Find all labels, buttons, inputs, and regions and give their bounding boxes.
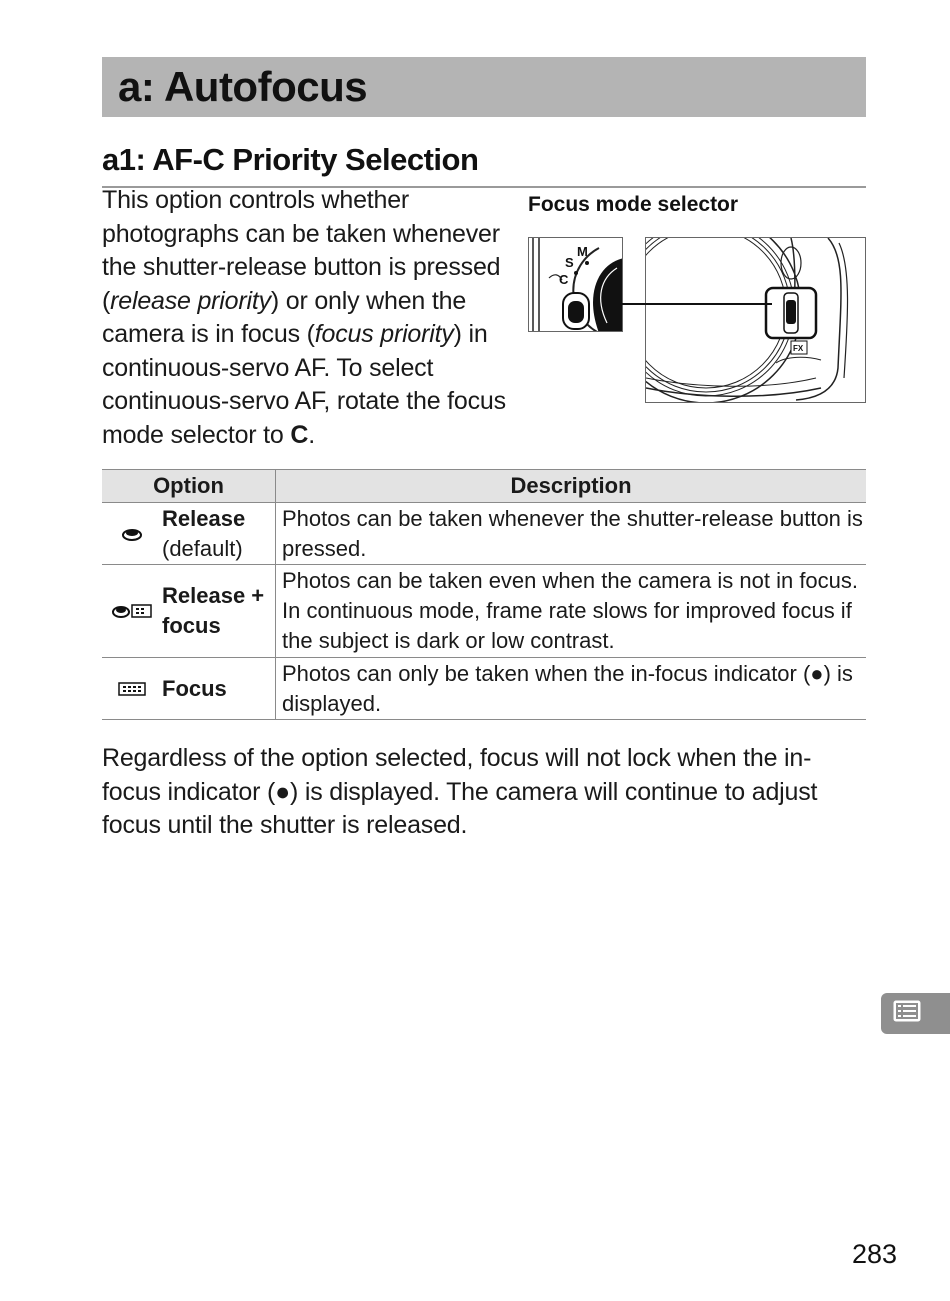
focus-priority-term: focus priority bbox=[314, 320, 454, 348]
dial-label-m: M bbox=[577, 244, 588, 259]
chapter-side-tab[interactable] bbox=[881, 993, 950, 1034]
option-cell bbox=[102, 503, 276, 565]
release-priority-term: release priority bbox=[110, 286, 271, 315]
description-cell: Photos can be taken whenever the shutter-release button is pressed. bbox=[276, 503, 867, 565]
option-column-header: Option bbox=[102, 470, 276, 503]
mode-symbol: C bbox=[290, 420, 309, 449]
option-label bbox=[162, 581, 270, 641]
callout-line bbox=[622, 303, 772, 305]
option-label bbox=[162, 504, 245, 564]
option-label bbox=[162, 674, 227, 704]
section-title: a1: AF-C Priority Selection bbox=[102, 142, 866, 188]
camera-front-drawing bbox=[645, 237, 866, 403]
option-name: Focus bbox=[162, 675, 227, 701]
description-column-header: Description bbox=[276, 470, 867, 503]
page-number: 283 bbox=[852, 1239, 898, 1269]
release-icon bbox=[102, 527, 162, 541]
description-cell: Photos can be taken even when the camera is not in focus. In continuous mode, frame rate slows for improved focus if the subject is dark or low contrast. bbox=[276, 565, 867, 658]
camera-body-drawing bbox=[646, 238, 866, 403]
intro-text-1: This option controls whether photographs can be taken whenever the shutter-release button is pressed ( bbox=[102, 186, 501, 315]
focus-icon bbox=[102, 681, 162, 697]
focus-selector-closeup bbox=[528, 237, 623, 332]
intro-text-4: . bbox=[308, 420, 315, 449]
intro-paragraph bbox=[102, 184, 517, 452]
custom-settings-menu-icon bbox=[893, 1000, 921, 1027]
option-name: Release bbox=[162, 505, 246, 531]
table-row bbox=[102, 658, 866, 720]
option-cell bbox=[102, 658, 276, 720]
table-row bbox=[102, 565, 866, 658]
figure-caption: Focus mode selector bbox=[528, 193, 739, 216]
dial-label-c: C bbox=[559, 272, 569, 287]
chapter-title: a: Autofocus bbox=[118, 63, 368, 110]
options-table bbox=[102, 469, 866, 720]
description-cell: Photos can only be taken when the in-focus indicator (●) is displayed. bbox=[276, 658, 867, 720]
focus-selector-drawing bbox=[529, 238, 623, 332]
table-header-row bbox=[102, 470, 866, 503]
dial-label-s: S bbox=[565, 255, 574, 270]
chapter-banner bbox=[102, 57, 866, 117]
option-cell bbox=[102, 565, 276, 658]
fx-badge: FX bbox=[793, 344, 804, 353]
option-note: (default) bbox=[162, 535, 243, 561]
intro-text-3: ) in continuous-servo AF. To select continuous-servo AF, rotate the focus mode selector to bbox=[102, 320, 506, 449]
release-focus-icon bbox=[102, 603, 162, 619]
closing-paragraph: Regardless of the option selected, focus will not lock when the in-focus indicator (●) is displayed. The camera will continue to adjust focus until the shutter is released. bbox=[102, 744, 818, 839]
intro-text-2: ) or only when the camera is in focus ( bbox=[102, 286, 467, 348]
option-name: Release + focus bbox=[162, 583, 265, 638]
table-row bbox=[102, 503, 866, 565]
